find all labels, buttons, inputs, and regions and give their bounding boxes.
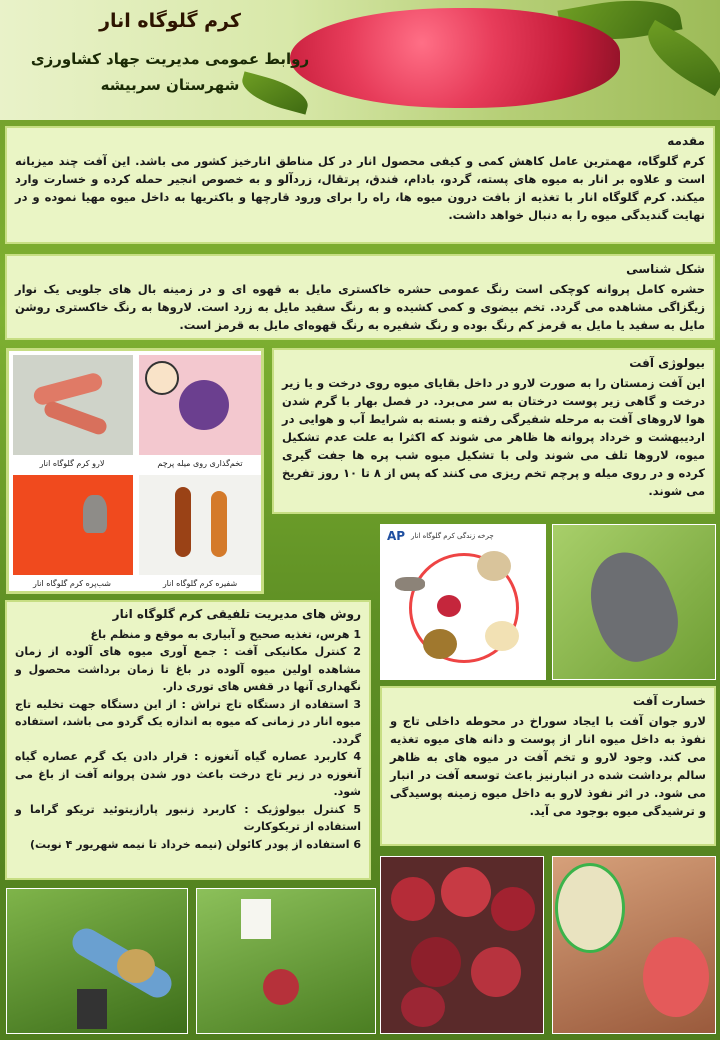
list-item: 4 کاربرد عصاره گیاه آنغوزه : قرار دادن یک گرم عصاره گیاه آنغوزه در زیر تاج درخت باعث دور شدن پروانه آفت از باغ می شود. xyxy=(15,750,361,798)
lifecycle-title: چرخه زندگی کرم گلوگاه انار xyxy=(411,532,494,540)
eggs-caption: تخم‌گذاری روی میله پرچم xyxy=(157,459,243,468)
list-item: 5 کنترل بیولوژیک : کاربرد زنبور پارازیتوئید تریکو گراما و استفاده از تریکوکارت xyxy=(15,802,361,833)
biology-section xyxy=(272,348,715,514)
adult-moth-photo xyxy=(13,475,133,575)
pomegranate-fruit-image xyxy=(290,8,620,108)
moth-photo xyxy=(552,524,716,680)
larva-in-fruit-photo xyxy=(552,856,716,1034)
damage-section xyxy=(380,686,716,846)
org-line-1: روابط عمومی مدیریت جهاد کشاورزی xyxy=(30,50,310,68)
publisher-logo: AP xyxy=(387,529,406,543)
morphology-text: حشره کامل پروانه کوچکی است رنگ عمومی حشره خاکستری مایل به قهوه ای و در زمینه بال های جلویی یک نوار زیگزاگی مشاهده می گردد. تخم بیضوی و کمی کشیده و به رنگ سفید مایل به زرد است. لاروها به رنگ خاکستری روشن مایل به سفید یا مایل به قرمز کم رنگ بوده و رنگ شفیره به رنگ قهوه‌ای مایل به قرمز است. xyxy=(15,282,705,332)
intro-heading: مقدمه xyxy=(667,134,705,148)
management-heading: روش های مدیریت تلفیقی کرم گلوگاه انار xyxy=(112,607,361,621)
list-item: 2 کنترل مکانیکی آفت : جمع آوری میوه های آلوده از زمان مشاهده اولین میوه آلوده در باغ تا زمان برداشت محصول و نگهداری آنها در قفس های توری دار. xyxy=(15,645,361,693)
morphology-heading: شکل شناسی xyxy=(626,262,705,276)
list-item: 1 هرس، تغذیه صحیح و آبیاری به موقع و منظم باغ xyxy=(90,627,361,641)
lifecycle-diagram xyxy=(380,524,546,680)
list-item: 3 استفاده از دستگاه تاج تراش : از این دستگاه جهت تخلیه تاج میوه انار در زمانی که میوه به اندازه یک گردو می باشد، استفاده گردد. xyxy=(15,697,361,746)
org-line-2: شهرستان سربیشه xyxy=(100,76,240,94)
title-block xyxy=(10,6,330,98)
damage-text: لارو جوان آفت با ایجاد سوراخ در محوطه داخلی تاج و نفوذ به داخل میوه انار از پوست و دانه های میوه تغذیه می کند. وجود لارو و تخم آفت در میوه های به ظاهر سالم برداشت شده در انبارنیز باعث توسعه آفت در انبار می شود. در اثر نفوذ لارو به داخل میوه زمینه پوسیدگی و ترشیدگی میوه بوجود می آید. xyxy=(390,714,706,818)
eggs-photo xyxy=(139,355,261,455)
larva-photo xyxy=(13,355,133,455)
morphology-section xyxy=(5,254,715,340)
damage-heading: خسارت آفت xyxy=(632,694,706,708)
management-section xyxy=(5,600,371,880)
pupa-caption: شفیره کرم گلوگاه انار xyxy=(162,579,238,588)
intro-section xyxy=(5,126,715,244)
intro-text: کرم گلوگاه، مهمترین عامل کاهش کمی و کیفی محصول انار در کل مناطق انارخیز کشور می باشد. این آفت چند میزبانه است و علاوه بر انار به میوه های پسته، گردو، بادام، فندق، پرتقال، زردآلو و به خصوص انجیر حمله کرده و خسارت وارد میکند. کرم گلوگاه انار با تغذیه از بافت درون میوه ها، راه را برای ورود قارچها و باکتریها به داخل میوه مهیا نموده و در نهایت گندیدگی میوه را به دنبال خواهد داشت. xyxy=(15,154,705,222)
page-title: کرم گلوگاه انار xyxy=(99,10,241,32)
adult-moth-caption: شب‌پره کرم گلوگاه انار xyxy=(33,579,111,588)
damaged-fruit-pile-photo xyxy=(380,856,544,1034)
list-item: 6 استفاده از پودر کائولن (نیمه خرداد تا نیمه شهریور ۴ نوبت) xyxy=(29,837,361,851)
pupa-photo xyxy=(139,475,261,575)
management-list xyxy=(15,626,361,854)
biology-heading: بیولوژی آفت xyxy=(629,356,705,370)
crown-cutting-photo xyxy=(6,888,188,1034)
leaf-shape xyxy=(637,20,720,96)
pest-stages-photo-grid xyxy=(6,348,264,594)
biology-text: این آفت زمستان را به صورت لارو در داخل بقایای میوه روی درخت و یا زیر درخت و گاهی زیر پوست درختان به سر می‌برد. در فصل بهار با گرم شدن هوا لاروهای آفت به مرحله شفیرگی رفته و بسته به شرایط آب و هوایی در اردیبهشت و خرداد پروانه ها ظاهر می شوند که اکثرا به علت عدم تشکیل میوه، لاروها تلف می شوند ولی با تشکیل میوه شب پره ها جفت گیری کرده و در روی میله و پرچم تخم ریزی می کنند که پس از ۸ تا ۱۰ روز تفریخ می شوند. xyxy=(282,376,705,498)
larva-caption: لارو کرم گلوگاه انار xyxy=(39,459,105,468)
header-banner xyxy=(0,0,720,120)
bagged-fruit-photo xyxy=(196,888,376,1034)
